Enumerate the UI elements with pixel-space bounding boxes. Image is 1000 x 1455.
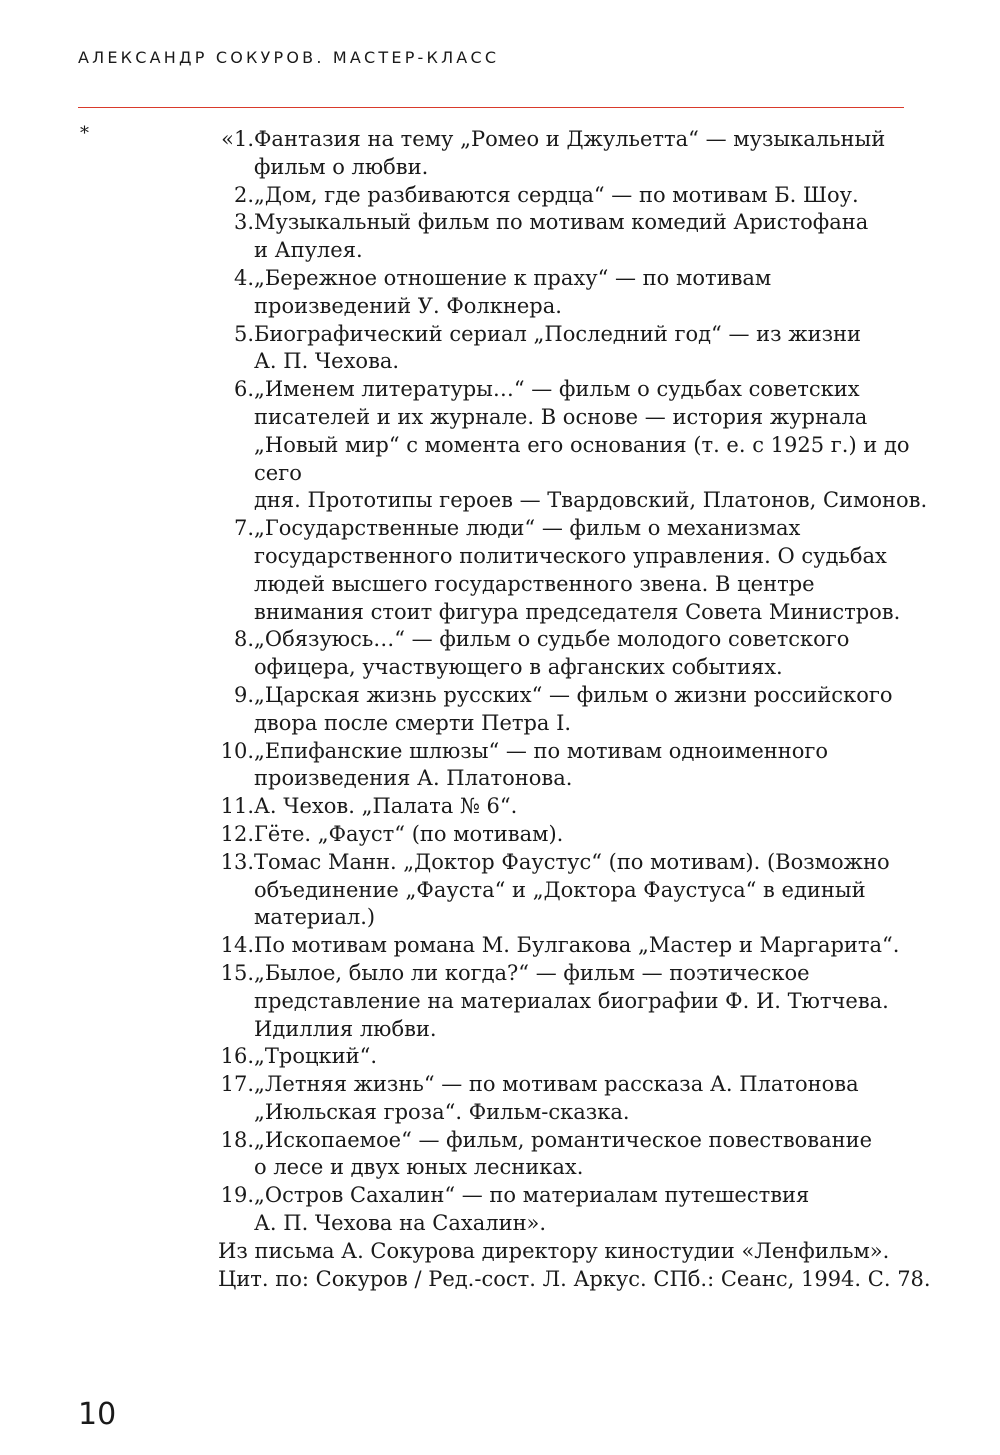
page-number: 10	[78, 1397, 117, 1432]
item-number: 2.	[233, 182, 254, 207]
list-item	[200, 209, 940, 265]
item-text: „Былое, было ли когда?“ — фильм — поэтическое представление на материалах биографии Ф. И. Тютчева. Идиллия любви.	[254, 960, 889, 1041]
item-text: „Дом, где разбиваются сердца“ — по мотивам Б. Шоу.	[254, 182, 859, 207]
item-number: 19.	[220, 1183, 254, 1208]
item-number: 11.	[220, 794, 254, 819]
item-text: „Обязуюсь…“ — фильм о судьбе молодого советского офицера, участвующего в афганских событиях.	[254, 627, 850, 680]
item-number: 13.	[220, 849, 254, 874]
list-item	[200, 821, 940, 849]
running-head: АЛЕКСАНДР СОКУРОВ. МАСТЕР-КЛАСС	[78, 48, 500, 67]
list-item	[200, 376, 940, 515]
item-text: „Государственные люди“ — фильм о механизмах государственного политического управления. О судьбах людей высшего государственного звена. В центре внимания стоит фигура председателя Совета Министров.	[254, 516, 901, 624]
item-text: Томас Манн. „Доктор Фаустус“ (по мотивам). (Возможно объединение „Фауста“ и „Доктора Фаустуса“ в единый материал.)	[254, 849, 890, 930]
list-item	[200, 1071, 940, 1127]
item-text: „Епифанские шлюзы“ — по мотивам одноименного произведения А. Платонова.	[254, 738, 829, 791]
list-item	[200, 793, 940, 821]
list-item	[200, 738, 940, 794]
list-item	[200, 265, 940, 321]
list-item	[200, 321, 940, 377]
list-item	[200, 932, 940, 960]
item-text: „Летняя жизнь“ — по мотивам рассказа А. Платонова „Июльская гроза“. Фильм-сказка.	[254, 1072, 859, 1124]
item-text: „Царская жизнь русских“ — фильм о жизни российского двора после смерти Петра I.	[254, 682, 893, 735]
item-number: 9.	[233, 682, 254, 707]
item-text: „Троцкий“.	[254, 1044, 378, 1069]
item-text: А. Чехов. „Палата № 6“.	[254, 794, 518, 819]
item-number: 12.	[220, 821, 254, 846]
list-item	[200, 1043, 940, 1071]
item-number: 3.	[233, 210, 254, 235]
item-text: Фантазия на тему „Ромео и Джульетта“ — музыкальный фильм о любви.	[254, 127, 886, 179]
source-citation: Из письма А. Сокурова директору киностудии «Ленфильм». Цит. по: Сокуров / Ред.-сост. Л. Аркус. СПб.: Сеанс, 1994. С. 78.	[218, 1238, 931, 1291]
item-number: «1.	[221, 127, 254, 151]
item-text: „Именем литературы…“ — фильм о судьбах советских писателей и их журнале. В основе — история журнала „Новый мир“ с момента его основания (т. е. с 1925 г.) и до сего дня. Прототипы героев — Твардовский, Платонов, Симонов.	[254, 377, 928, 513]
item-number: 6.	[233, 377, 254, 402]
list-item	[200, 182, 940, 210]
list-item	[200, 682, 940, 738]
item-number: 17.	[220, 1072, 254, 1097]
list-item	[200, 126, 940, 182]
header-rule	[78, 107, 904, 108]
list-item	[200, 1182, 940, 1238]
list-item	[200, 626, 940, 682]
item-text: Гёте. „Фауст“ (по мотивам).	[254, 821, 564, 846]
item-number: 14.	[220, 933, 254, 958]
item-number: 7.	[233, 516, 254, 541]
footnote-marker: *	[80, 123, 89, 144]
footnote-list	[200, 126, 940, 1293]
item-number: 5.	[233, 321, 254, 346]
item-number: 8.	[233, 627, 254, 652]
item-number: 15.	[220, 960, 254, 985]
list-item	[200, 849, 940, 932]
item-text: „Ископаемое“ — фильм, романтическое повествование о лесе и двух юных лесниках.	[254, 1127, 873, 1180]
item-number: 16.	[220, 1044, 254, 1069]
item-text: „Остров Сахалин“ — по материалам путешествия А. П. Чехова на Сахалин».	[254, 1183, 810, 1236]
item-text: Музыкальный фильм по мотивам комедий Аристофана и Апулея.	[254, 210, 869, 263]
item-number: 18.	[220, 1127, 254, 1152]
item-number: 10.	[220, 738, 254, 763]
item-number: 4.	[233, 265, 254, 290]
list-item	[200, 960, 940, 1043]
item-text: „Бережное отношение к праху“ — по мотивам произведений У. Фолкнера.	[254, 265, 772, 318]
list-item	[200, 515, 940, 626]
item-text: Биографический сериал „Последний год“ — из жизни А. П. Чехова.	[254, 321, 862, 374]
list-item	[200, 1127, 940, 1183]
item-text: По мотивам романа М. Булгакова „Мастер и Маргарита“.	[254, 933, 900, 958]
